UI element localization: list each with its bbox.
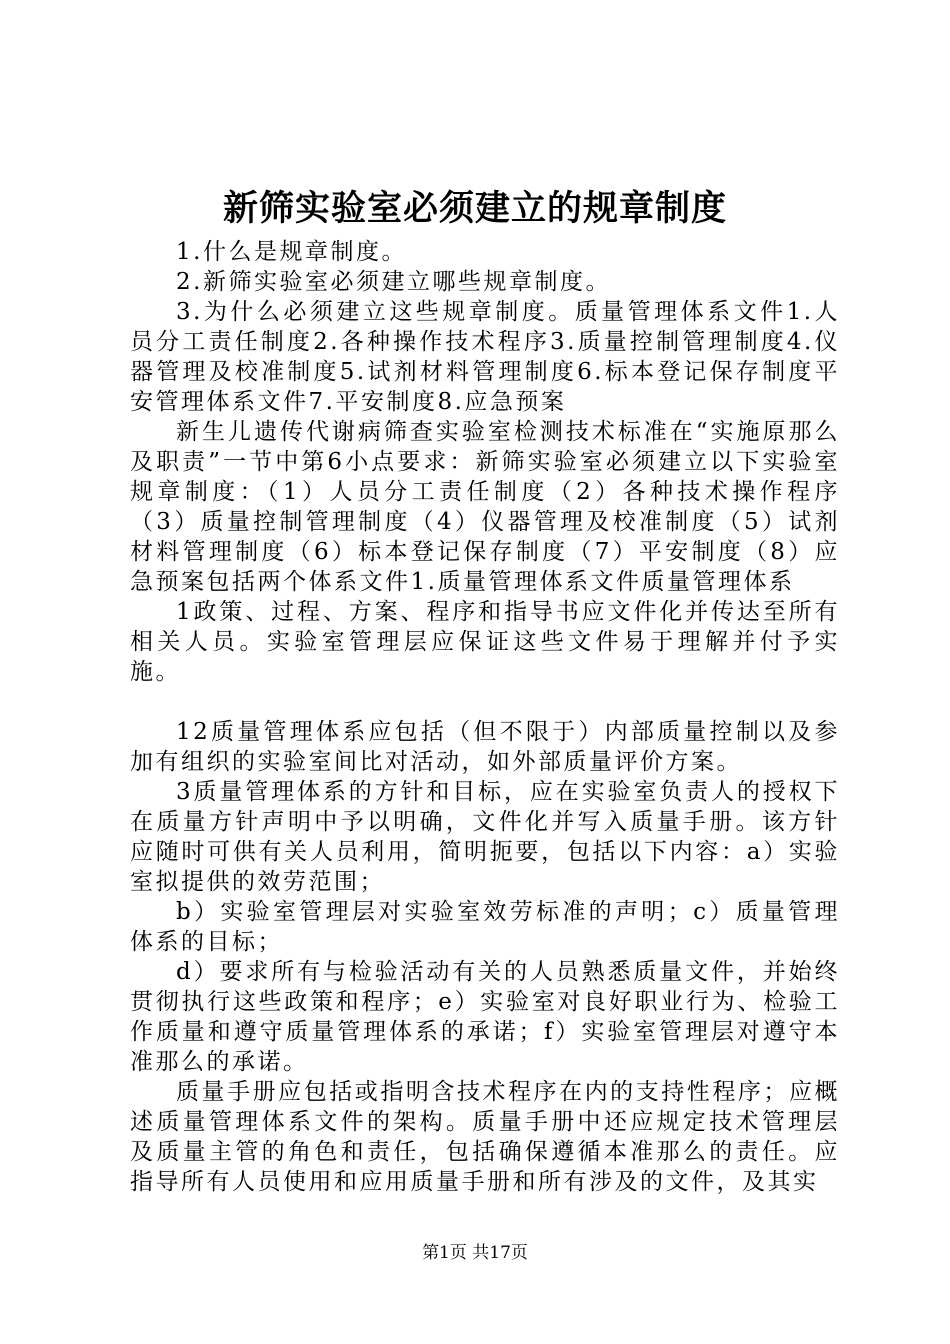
document-title: 新筛实验室必须建立的规章制度 [222, 188, 727, 229]
document-body [130, 237, 840, 1197]
paragraph-9: d）要求所有与检验活动有关的人员熟悉质量文件，并始终贯彻执行这些政策和程序；e）实验室对良好职业行为、检验工作质量和遵守质量管理体系的承诺；f）实验室管理层对遵守本准那么的承诺。 [130, 959, 840, 1075]
paragraph-7: 3质量管理体系的方针和目标，应在实验室负责人的授权下在质量方针声明中予以明确，文件化并写入质量手册。该方针应随时可供有关人员利用，简明扼要，包括以下内容：a）实验室拟提供的效劳范围； [130, 779, 840, 895]
paragraph-6: 12质量管理体系应包括（但不限于）内部质量控制以及参加有组织的实验室间比对活动，如外部质量评价方案。 [130, 719, 840, 775]
paragraph-1: 1.什么是规章制度。 [176, 239, 407, 265]
paragraph-5: 1政策、过程、方案、程序和指导书应文件化并传达至所有相关人员。实验室管理层应保证这些文件易于理解并付予实施。 [130, 599, 840, 685]
paragraph-2: 2.新筛实验室必须建立哪些规章制度。 [176, 269, 611, 295]
paragraph-10: 质量手册应包括或指明含技术程序在内的支持性程序；应概述质量管理体系文件的架构。质量手册中还应规定技术管理层及质量主管的角色和责任，包括确保遵循本准那么的责任。应指导所有人员使用和应用质量手册和所有涉及的文件，及其实 [130, 1079, 840, 1195]
paragraph-3: 3.为什么必须建立这些规章制度。质量管理体系文件1.人员分工责任制度2.各种操作技术程序3.质量控制管理制度4.仪器管理及校准制度5.试剂材料管理制度6.标本登记保存制度平安管理体系文件7.平安制度8.应急预案 [130, 299, 840, 415]
paragraph-8: b）实验室管理层对实验室效劳标准的声明；c）质量管理体系的目标； [130, 899, 840, 955]
page-footer: 第1页 共17页 [422, 1243, 528, 1263]
paragraph-4: 新生儿遗传代谢病筛查实验室检测技术标准在“实施原那么及职责”一节中第6小点要求：新筛实验室必须建立以下实验室规章制度：（1）人员分工责任制度（2）各种技术操作程序（3）质量控制管理制度（4）仪器管理及校准制度（5）试剂材料管理制度（6）标本登记保存制度（7）平安制度（8）应急预案包括两个体系文件1.质量管理体系文件质量管理体系 [130, 419, 840, 595]
